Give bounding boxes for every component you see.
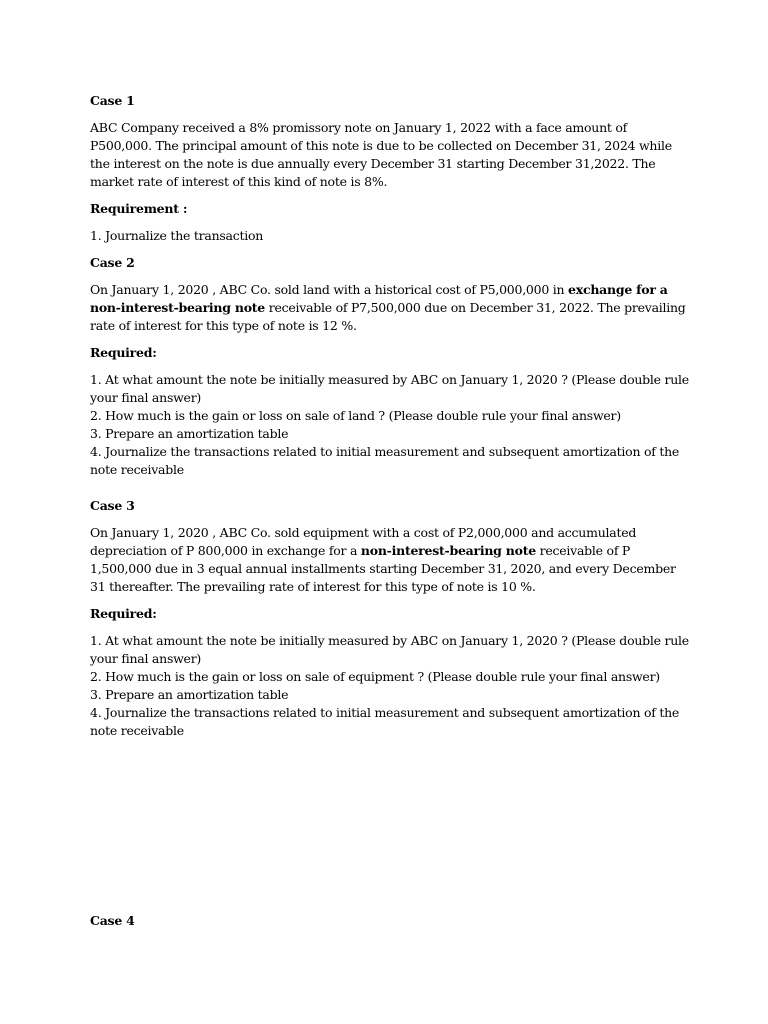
list-item: 1. At what amount the note be initially measured by ABC on January 1, 2020 ? (Please double rule your final answer) <box>90 372 689 405</box>
case3-required-list <box>90 632 690 740</box>
case4-heading: Case 4 <box>90 913 135 928</box>
case2-heading: Case 2 <box>90 255 135 270</box>
list-item: 3. Prepare an amortization table <box>90 687 289 702</box>
case2-required-heading: Required: <box>90 345 157 360</box>
document-page <box>90 92 690 740</box>
list-item: 2. How much is the gain or loss on sale of equipment ? (Please double rule your final answer) <box>90 669 660 684</box>
case2-required-list <box>90 371 690 479</box>
spacer <box>90 479 690 497</box>
case2-paragraph <box>90 281 690 335</box>
case2-paragraph-text-start: On January 1, 2020 , ABC Co. sold land with a historical cost of P5,000,000 in <box>90 282 569 297</box>
list-item: 1. At what amount the note be initially measured by ABC on January 1, 2020 ? (Please double rule your final answer) <box>90 633 689 666</box>
list-item: 3. Prepare an amortization table <box>90 426 289 441</box>
list-item: 4. Journalize the transactions related to initial measurement and subsequent amortization of the note receivable <box>90 705 680 738</box>
case3-required-heading: Required: <box>90 606 157 621</box>
case3-heading: Case 3 <box>90 498 135 513</box>
case2-paragraph-bold: exchange for a non-interest-bearing note <box>90 282 668 315</box>
case2-paragraph-text-end: receivable of P7,500,000 due on December 31, 2022. The prevailing rate of interest for this type of note is 12 %. <box>90 300 686 333</box>
case3-paragraph <box>90 524 690 596</box>
case1-requirement-item: 1. Journalize the transaction <box>90 228 264 243</box>
list-item: 2. How much is the gain or loss on sale of land ? (Please double rule your final answer) <box>90 408 621 423</box>
list-item: 4. Journalize the transactions related to initial measurement and subsequent amortization of the note receivable <box>90 444 680 477</box>
case3-paragraph-text-end: receivable of P 1,500,000 due in 3 equal annual installments starting December 31, 2020, and every December 31 thereafter. The prevailing rate of interest for this type of note is 10 %. <box>90 543 676 594</box>
case1-heading: Case 1 <box>90 93 135 108</box>
case3-paragraph-bold: non-interest-bearing note <box>360 543 536 558</box>
case3-paragraph-text-start: On January 1, 2020 , ABC Co. sold equipment with a cost of P2,000,000 and accumulated depreciation of P 800,000 in exchange for a <box>90 525 637 558</box>
case1-requirement-heading: Requirement : <box>90 201 188 216</box>
case1-paragraph: ABC Company received a 8% promissory note on January 1, 2022 with a face amount of P500,000. The principal amount of this note is due to be collected on December 31, 2024 while the interest on the note is due annually every December 31 starting December 31,2022. The market rate of interest of this kind of note is 8%. <box>90 120 672 189</box>
